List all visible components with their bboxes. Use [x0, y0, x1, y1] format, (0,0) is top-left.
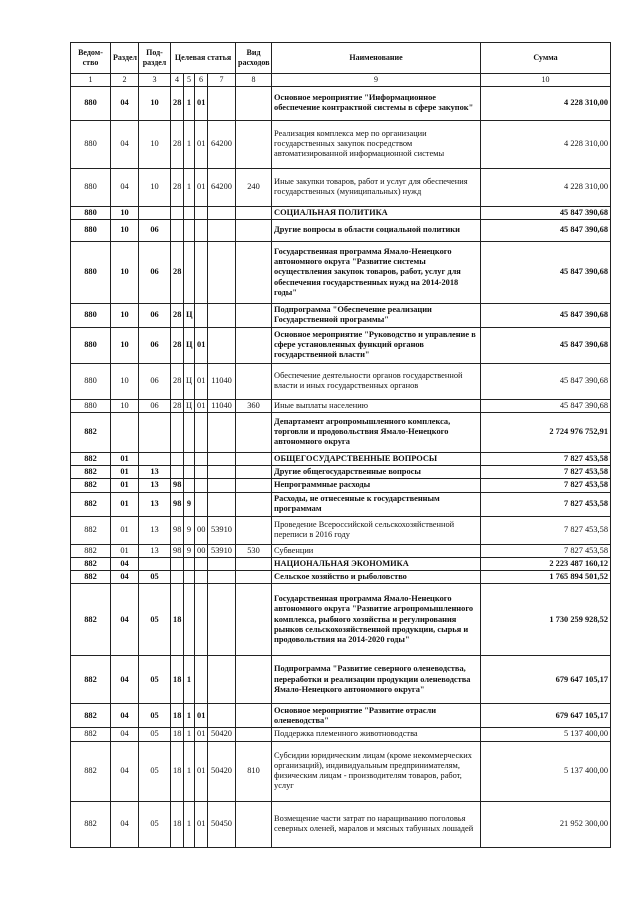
podrazdel-cell	[139, 557, 171, 570]
table-row	[71, 801, 611, 847]
header-name: Наименование	[272, 43, 481, 74]
sum-cell: 45 847 390,68	[481, 327, 611, 363]
name-cell: Проведение Всероссийской сельскохозяйственной переписи в 2016 году	[272, 516, 481, 544]
ved-cell: 880	[71, 206, 111, 219]
ved-cell: 882	[71, 704, 111, 728]
ved-cell: 882	[71, 492, 111, 516]
name-cell: Расходы, не отнесенные к государственным программам	[272, 492, 481, 516]
direction-code-cell	[208, 704, 236, 728]
sum-cell: 45 847 390,68	[481, 220, 611, 242]
expense-type-cell	[236, 479, 272, 492]
direction-code-cell	[208, 466, 236, 479]
expense-type-cell	[236, 363, 272, 399]
ved-cell: 880	[71, 120, 111, 168]
header-sum: Сумма	[481, 43, 611, 74]
direction-code-cell: 11040	[208, 363, 236, 399]
podrazdel-cell: 13	[139, 492, 171, 516]
ved-cell: 880	[71, 399, 111, 412]
razdel-cell: 04	[111, 704, 139, 728]
program-code-cell	[171, 412, 184, 452]
sum-cell: 45 847 390,68	[481, 304, 611, 328]
podrazdel-cell: 13	[139, 466, 171, 479]
header-razdel: Раздел	[111, 43, 139, 74]
sum-cell: 7 827 453,58	[481, 544, 611, 557]
razdel-cell: 01	[111, 479, 139, 492]
column-number: 3	[139, 74, 171, 87]
event-code-cell: 01	[195, 399, 208, 412]
event-code-cell: 01	[195, 120, 208, 168]
podrazdel-cell: 05	[139, 656, 171, 704]
podrazdel-cell: 06	[139, 242, 171, 304]
ved-cell: 882	[71, 479, 111, 492]
table-row	[71, 466, 611, 479]
direction-code-cell	[208, 557, 236, 570]
ved-cell: 882	[71, 801, 111, 847]
column-number-row	[71, 74, 611, 87]
name-cell: Поддержка племенного животноводства	[272, 728, 481, 741]
table-row	[71, 86, 611, 120]
name-cell: Государственная программа Ямало-Ненецкого автономного округа "Развитие агропромышленного комплекса, рыбного хозяйства и регулирования рынков сельскохозяйственной продукции, сырья и продовольствия на 2014-2020 годы"	[272, 584, 481, 656]
direction-code-cell	[208, 242, 236, 304]
ved-cell: 882	[71, 557, 111, 570]
direction-code-cell: 11040	[208, 399, 236, 412]
name-cell: Субвенции	[272, 544, 481, 557]
direction-code-cell: 50420	[208, 741, 236, 801]
razdel-cell: 01	[111, 516, 139, 544]
name-cell: Непрограммные расходы	[272, 479, 481, 492]
direction-code-cell: 50450	[208, 801, 236, 847]
razdel-cell: 10	[111, 206, 139, 219]
name-cell: СОЦИАЛЬНАЯ ПОЛИТИКА	[272, 206, 481, 219]
ved-cell: 882	[71, 728, 111, 741]
table-row	[71, 479, 611, 492]
expense-type-cell	[236, 304, 272, 328]
razdel-cell: 01	[111, 492, 139, 516]
razdel-cell: 04	[111, 801, 139, 847]
table-row	[71, 728, 611, 741]
razdel-cell: 10	[111, 220, 139, 242]
razdel-cell: 10	[111, 399, 139, 412]
program-code-cell: 28	[171, 304, 184, 328]
column-number: 1	[71, 74, 111, 87]
sum-cell: 1 765 894 501,52	[481, 571, 611, 584]
ved-cell: 882	[71, 452, 111, 465]
podrazdel-cell: 05	[139, 741, 171, 801]
event-code-cell	[195, 492, 208, 516]
expense-type-cell	[236, 242, 272, 304]
podrazdel-cell: 05	[139, 584, 171, 656]
direction-code-cell	[208, 304, 236, 328]
event-code-cell	[195, 206, 208, 219]
program-code-cell	[171, 466, 184, 479]
program-code-cell: 28	[171, 327, 184, 363]
program-code-cell: 98	[171, 492, 184, 516]
direction-code-cell: 64200	[208, 120, 236, 168]
event-code-cell: 01	[195, 327, 208, 363]
name-cell: Департамент агропромышленного комплекса, торговли и продовольствия Ямало-Ненецкого автономного округа	[272, 412, 481, 452]
name-cell: Подпрограмма "Обеспечение реализации Государственной программы"	[272, 304, 481, 328]
subprogram-code-cell: 1	[184, 741, 195, 801]
podrazdel-cell: 10	[139, 86, 171, 120]
podrazdel-cell	[139, 412, 171, 452]
razdel-cell: 04	[111, 571, 139, 584]
podrazdel-cell: 06	[139, 304, 171, 328]
name-cell: Возмещение части затрат по наращиванию поголовья северных оленей, маралов и мясных табунных лошадей	[272, 801, 481, 847]
event-code-cell: 01	[195, 741, 208, 801]
direction-code-cell	[208, 412, 236, 452]
subprogram-code-cell: Ц	[184, 327, 195, 363]
event-code-cell	[195, 584, 208, 656]
sum-cell: 45 847 390,68	[481, 242, 611, 304]
program-code-cell: 28	[171, 242, 184, 304]
expense-type-cell	[236, 571, 272, 584]
event-code-cell: 01	[195, 704, 208, 728]
program-code-cell: 28	[171, 86, 184, 120]
event-code-cell: 00	[195, 516, 208, 544]
podrazdel-cell: 06	[139, 399, 171, 412]
name-cell: Основное мероприятие "Руководство и управление в сфере установленных функций органов государственной власти"	[272, 327, 481, 363]
subprogram-code-cell	[184, 557, 195, 570]
direction-code-cell	[208, 584, 236, 656]
event-code-cell	[195, 656, 208, 704]
subprogram-code-cell: 9	[184, 544, 195, 557]
direction-code-cell	[208, 327, 236, 363]
header-expense-type: Вид расходов	[236, 43, 272, 74]
podrazdel-cell: 13	[139, 479, 171, 492]
expense-type-cell	[236, 516, 272, 544]
expense-type-cell	[236, 327, 272, 363]
column-number: 4	[171, 74, 184, 87]
program-code-cell: 28	[171, 120, 184, 168]
event-code-cell: 00	[195, 544, 208, 557]
event-code-cell	[195, 571, 208, 584]
subprogram-code-cell: Ц	[184, 399, 195, 412]
podrazdel-cell: 06	[139, 363, 171, 399]
ved-cell: 880	[71, 220, 111, 242]
podrazdel-cell: 13	[139, 544, 171, 557]
expense-type-cell	[236, 412, 272, 452]
subprogram-code-cell: Ц	[184, 304, 195, 328]
direction-code-cell	[208, 656, 236, 704]
name-cell: Основное мероприятие "Информационное обеспечение контрактной системы в сфере закупок"	[272, 86, 481, 120]
expense-type-cell	[236, 220, 272, 242]
razdel-cell	[111, 412, 139, 452]
razdel-cell: 10	[111, 363, 139, 399]
program-code-cell: 98	[171, 544, 184, 557]
column-number: 9	[272, 74, 481, 87]
table-row	[71, 412, 611, 452]
name-cell: Сельское хозяйство и рыболовство	[272, 571, 481, 584]
budget-table	[70, 42, 611, 848]
subprogram-code-cell: 9	[184, 492, 195, 516]
expense-type-cell	[236, 656, 272, 704]
column-number: 7	[208, 74, 236, 87]
table-row	[71, 206, 611, 219]
razdel-cell: 04	[111, 86, 139, 120]
event-code-cell	[195, 242, 208, 304]
sum-cell: 4 228 310,00	[481, 168, 611, 206]
table-row	[71, 741, 611, 801]
program-code-cell: 18	[171, 584, 184, 656]
name-cell: Основное мероприятие "Развитие отрасли оленеводства"	[272, 704, 481, 728]
expense-type-cell: 810	[236, 741, 272, 801]
subprogram-code-cell: 1	[184, 120, 195, 168]
ved-cell: 880	[71, 327, 111, 363]
table-row	[71, 656, 611, 704]
table-row	[71, 452, 611, 465]
podrazdel-cell	[139, 206, 171, 219]
sum-cell: 7 827 453,58	[481, 492, 611, 516]
program-code-cell	[171, 206, 184, 219]
expense-type-cell: 240	[236, 168, 272, 206]
expense-type-cell	[236, 120, 272, 168]
subprogram-code-cell	[184, 452, 195, 465]
name-cell: ОБЩЕГОСУДАРСТВЕННЫЕ ВОПРОСЫ	[272, 452, 481, 465]
name-cell: НАЦИОНАЛЬНАЯ ЭКОНОМИКА	[272, 557, 481, 570]
column-number: 8	[236, 74, 272, 87]
podrazdel-cell: 05	[139, 704, 171, 728]
ved-cell: 880	[71, 242, 111, 304]
program-code-cell	[171, 452, 184, 465]
expense-type-cell	[236, 728, 272, 741]
table-row	[71, 327, 611, 363]
direction-code-cell	[208, 452, 236, 465]
program-code-cell: 18	[171, 741, 184, 801]
sum-cell: 5 137 400,00	[481, 741, 611, 801]
subprogram-code-cell: 1	[184, 86, 195, 120]
podrazdel-cell: 10	[139, 120, 171, 168]
subprogram-code-cell: 1	[184, 656, 195, 704]
expense-type-cell	[236, 492, 272, 516]
ved-cell: 882	[71, 412, 111, 452]
subprogram-code-cell	[184, 242, 195, 304]
podrazdel-cell: 06	[139, 327, 171, 363]
subprogram-code-cell	[184, 412, 195, 452]
event-code-cell	[195, 412, 208, 452]
event-code-cell	[195, 557, 208, 570]
name-cell: Другие вопросы в области социальной политики	[272, 220, 481, 242]
table-row	[71, 120, 611, 168]
razdel-cell: 04	[111, 656, 139, 704]
expense-type-cell: 360	[236, 399, 272, 412]
ved-cell: 880	[71, 168, 111, 206]
name-cell: Реализация комплекса мер по организации государственных закупок посредством автоматизированной информационной системы	[272, 120, 481, 168]
column-number: 6	[195, 74, 208, 87]
podrazdel-cell: 05	[139, 801, 171, 847]
razdel-cell: 04	[111, 741, 139, 801]
table-body	[71, 86, 611, 847]
expense-type-cell	[236, 86, 272, 120]
expense-type-cell	[236, 704, 272, 728]
razdel-cell: 10	[111, 327, 139, 363]
razdel-cell: 04	[111, 120, 139, 168]
name-cell: Субсидии юридическим лицам (кроме некоммерческих организаций), индивидуальным предпринимателям, физическим лицам - производителям товаров, работ, услуг	[272, 741, 481, 801]
event-code-cell: 01	[195, 86, 208, 120]
direction-code-cell	[208, 86, 236, 120]
podrazdel-cell	[139, 452, 171, 465]
direction-code-cell	[208, 571, 236, 584]
table-row	[71, 516, 611, 544]
podrazdel-cell: 05	[139, 571, 171, 584]
razdel-cell: 04	[111, 728, 139, 741]
sum-cell: 679 647 105,17	[481, 704, 611, 728]
razdel-cell: 10	[111, 242, 139, 304]
event-code-cell	[195, 479, 208, 492]
direction-code-cell: 53910	[208, 516, 236, 544]
expense-type-cell	[236, 557, 272, 570]
razdel-cell: 04	[111, 557, 139, 570]
program-code-cell: 18	[171, 704, 184, 728]
program-code-cell	[171, 220, 184, 242]
event-code-cell	[195, 452, 208, 465]
expense-type-cell	[236, 466, 272, 479]
header-target-article: Целевая статья	[171, 43, 236, 74]
subprogram-code-cell: 1	[184, 801, 195, 847]
subprogram-code-cell: 1	[184, 728, 195, 741]
table-row	[71, 571, 611, 584]
ved-cell: 880	[71, 304, 111, 328]
ved-cell: 882	[71, 466, 111, 479]
expense-type-cell	[236, 206, 272, 219]
event-code-cell: 01	[195, 728, 208, 741]
sum-cell: 679 647 105,17	[481, 656, 611, 704]
sum-cell: 1 730 259 928,52	[481, 584, 611, 656]
razdel-cell: 10	[111, 304, 139, 328]
header-ved: Ведом-ство	[71, 43, 111, 74]
sum-cell: 7 827 453,58	[481, 516, 611, 544]
header-row	[71, 43, 611, 74]
ved-cell: 882	[71, 656, 111, 704]
event-code-cell: 01	[195, 363, 208, 399]
subprogram-code-cell	[184, 571, 195, 584]
table-row	[71, 492, 611, 516]
direction-code-cell	[208, 492, 236, 516]
direction-code-cell: 64200	[208, 168, 236, 206]
sum-cell: 7 827 453,58	[481, 479, 611, 492]
sum-cell: 45 847 390,68	[481, 206, 611, 219]
sum-cell: 2 724 976 752,91	[481, 412, 611, 452]
table-row	[71, 220, 611, 242]
ved-cell: 882	[71, 584, 111, 656]
event-code-cell: 01	[195, 168, 208, 206]
expense-type-cell	[236, 584, 272, 656]
podrazdel-cell: 13	[139, 516, 171, 544]
program-code-cell	[171, 557, 184, 570]
table-row	[71, 363, 611, 399]
table-row	[71, 304, 611, 328]
subprogram-code-cell: 9	[184, 516, 195, 544]
header-podrazdel: Под-раздел	[139, 43, 171, 74]
razdel-cell: 01	[111, 452, 139, 465]
column-number: 5	[184, 74, 195, 87]
subprogram-code-cell	[184, 479, 195, 492]
event-code-cell: 01	[195, 801, 208, 847]
sum-cell: 7 827 453,58	[481, 466, 611, 479]
table-row	[71, 399, 611, 412]
name-cell: Иные выплаты населению	[272, 399, 481, 412]
program-code-cell: 98	[171, 516, 184, 544]
program-code-cell: 28	[171, 363, 184, 399]
program-code-cell: 18	[171, 728, 184, 741]
razdel-cell: 04	[111, 584, 139, 656]
expense-type-cell: 530	[236, 544, 272, 557]
podrazdel-cell: 10	[139, 168, 171, 206]
sum-cell: 21 952 300,00	[481, 801, 611, 847]
razdel-cell: 04	[111, 168, 139, 206]
subprogram-code-cell: 1	[184, 704, 195, 728]
podrazdel-cell: 05	[139, 728, 171, 741]
table-row	[71, 242, 611, 304]
event-code-cell	[195, 466, 208, 479]
subprogram-code-cell: 1	[184, 168, 195, 206]
subprogram-code-cell	[184, 584, 195, 656]
table-row	[71, 584, 611, 656]
sum-cell: 5 137 400,00	[481, 728, 611, 741]
column-number: 2	[111, 74, 139, 87]
razdel-cell: 01	[111, 466, 139, 479]
program-code-cell: 18	[171, 656, 184, 704]
ved-cell: 882	[71, 741, 111, 801]
sum-cell: 4 228 310,00	[481, 120, 611, 168]
program-code-cell: 28	[171, 399, 184, 412]
expense-type-cell	[236, 452, 272, 465]
table-row	[71, 544, 611, 557]
ved-cell: 880	[71, 363, 111, 399]
program-code-cell	[171, 571, 184, 584]
sum-cell: 4 228 310,00	[481, 86, 611, 120]
program-code-cell: 18	[171, 801, 184, 847]
table-row	[71, 704, 611, 728]
program-code-cell: 98	[171, 479, 184, 492]
name-cell: Подпрограмма "Развитие северного оленеводства, переработки и реализации продукции оленеводства Ямало-Ненецкого автономного округа"	[272, 656, 481, 704]
direction-code-cell	[208, 220, 236, 242]
expense-type-cell	[236, 801, 272, 847]
sum-cell: 45 847 390,68	[481, 399, 611, 412]
direction-code-cell: 50420	[208, 728, 236, 741]
name-cell: Обеспечение деятельности органов государственной власти и иных государственных органов	[272, 363, 481, 399]
column-number: 10	[481, 74, 611, 87]
subprogram-code-cell	[184, 206, 195, 219]
razdel-cell: 01	[111, 544, 139, 557]
subprogram-code-cell	[184, 220, 195, 242]
event-code-cell	[195, 304, 208, 328]
subprogram-code-cell: Ц	[184, 363, 195, 399]
sum-cell: 2 223 487 160,12	[481, 557, 611, 570]
ved-cell: 882	[71, 544, 111, 557]
direction-code-cell	[208, 206, 236, 219]
direction-code-cell: 53910	[208, 544, 236, 557]
event-code-cell	[195, 220, 208, 242]
table-row	[71, 557, 611, 570]
ved-cell: 882	[71, 516, 111, 544]
table-row	[71, 168, 611, 206]
sum-cell: 45 847 390,68	[481, 363, 611, 399]
ved-cell: 882	[71, 571, 111, 584]
sum-cell: 7 827 453,58	[481, 452, 611, 465]
program-code-cell: 28	[171, 168, 184, 206]
name-cell: Государственная программа Ямало-Ненецкого автономного округа "Развитие системы осуществления закупок товаров, работ, услуг для обеспечения государственных нужд на 2014-2018 годы"	[272, 242, 481, 304]
name-cell: Другие общегосударственные вопросы	[272, 466, 481, 479]
subprogram-code-cell	[184, 466, 195, 479]
ved-cell: 880	[71, 86, 111, 120]
name-cell: Иные закупки товаров, работ и услуг для обеспечения государственных (муниципальных) нужд	[272, 168, 481, 206]
direction-code-cell	[208, 479, 236, 492]
podrazdel-cell: 06	[139, 220, 171, 242]
